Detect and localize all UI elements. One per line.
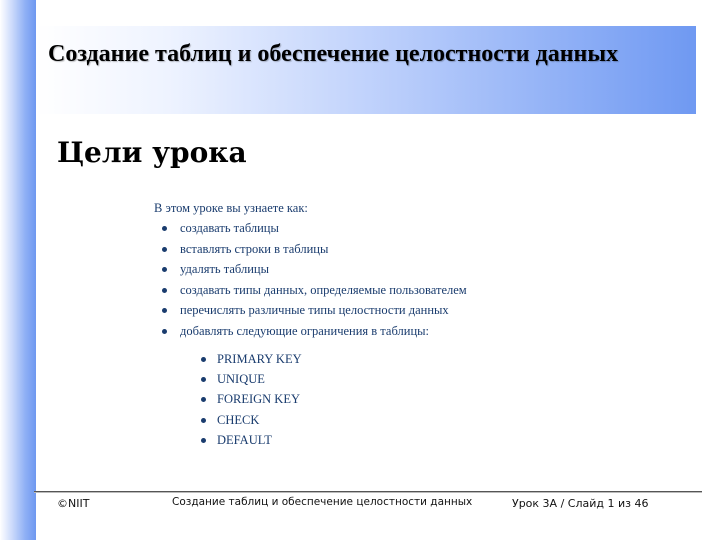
objectives-list	[152, 221, 692, 344]
list-item: создавать типы данных, определяемые пользователем	[152, 283, 692, 304]
constraint-item: FOREIGN KEY	[152, 392, 692, 412]
left-decorative-bar	[0, 0, 36, 540]
list-item: вставлять строки в таблицы	[152, 242, 692, 263]
constraint-item: PRIMARY KEY	[152, 352, 692, 372]
list-item: удалять таблицы	[152, 262, 692, 283]
footer-divider	[34, 491, 702, 492]
constraint-item: CHECK	[152, 413, 692, 433]
slide-subtitle: Цели урока	[57, 136, 247, 169]
footer-copyright: ©NIIT	[57, 497, 90, 510]
constraint-item: UNIQUE	[152, 372, 692, 392]
list-item: добавлять следующие ограничения в таблицы:	[152, 324, 692, 345]
slide-content	[152, 201, 692, 453]
intro-text: В этом уроке вы узнаете как:	[154, 201, 308, 215]
footer-slide-number: Урок 3A / Слайд 1 из 46	[512, 497, 649, 510]
list-item: перечислять различные типы целостности данных	[152, 303, 692, 324]
slide-title: Создание таблиц и обеспечение целостности данных	[48, 41, 619, 67]
constraint-item: DEFAULT	[152, 433, 692, 453]
constraints-list	[152, 352, 692, 453]
list-item: создавать таблицы	[152, 221, 692, 242]
footer-course-title: Создание таблиц и обеспечение целостности данных	[172, 496, 473, 508]
